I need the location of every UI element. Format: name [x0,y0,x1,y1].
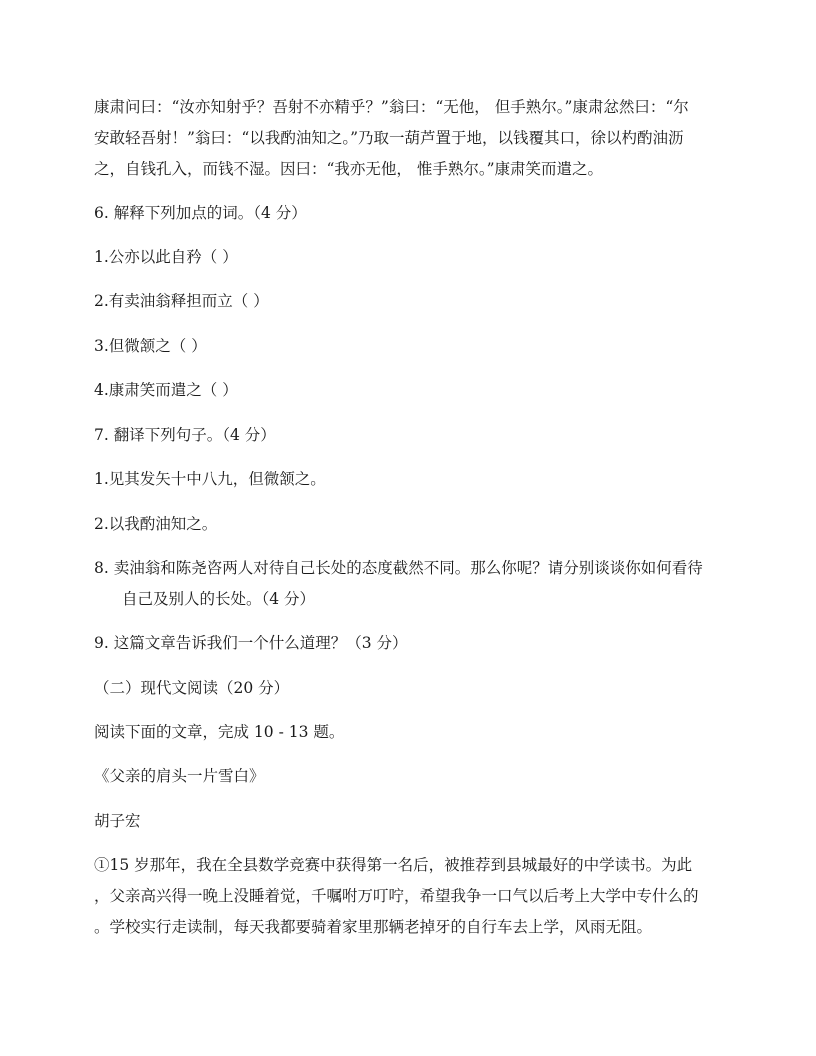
question-7-item-1: 1.见其发矢十中八九，但微颔之。 [94,470,326,488]
question-6-item-3: 3.但微颔之（ ） [94,337,207,355]
article-title: 《父亲的肩头一片雪白》 [94,767,265,785]
article-paragraph-1-line-3: 。学校实行走读制，每天我都要骑着家里那辆老掉牙的自行车去上学，风雨无阻。 [94,918,653,936]
article-paragraph-1-line-2: ，父亲高兴得一晚上没睡着觉，千嘱咐万叮咛，希望我争一口气以后考上大学中专什么的 [94,887,699,905]
question-6-item-1: 1.公亦以此自矜（ ） [94,248,238,266]
section-2-instruction: 阅读下面的文章，完成 10 - 13 题。 [94,723,345,741]
passage-line-3: 之，自钱孔入，而钱不湿。因曰：“我亦无他， 惟手熟尔。”康肃笑而遣之。 [94,160,604,178]
question-9: 9. 这篇文章告诉我们一个什么道理？（3 分） [94,634,408,652]
article-paragraph-1-line-1: ①15 岁那年，我在全县数学竞赛中获得第一名后，被推荐到县城最好的中学读书。为此 [94,856,693,874]
passage-line-1: 康肃问曰：“汝亦知射乎？吾射不亦精乎？”翁曰：“无他， 但手熟尔。”康肃忿然曰：“尔 [94,98,689,116]
question-8-line-1: 8. 卖油翁和陈尧咨两人对待自己长处的态度截然不同。那么你呢？请分别谈谈你如何看待 [94,559,703,577]
question-7-item-2: 2.以我酌油知之。 [94,515,218,533]
question-7-heading: 7. 翻译下列句子。（4 分） [94,426,276,444]
passage-line-2: 安敢轻吾射！”翁曰：“以我酌油知之。”乃取一葫芦置于地，以钱覆其口，徐以杓酌油沥 [94,129,684,147]
question-6-item-2: 2.有卖油翁释担而立（ ） [94,292,269,310]
question-6-item-4: 4.康肃笑而遣之（ ） [94,381,238,399]
question-8-line-2: 自己及别人的长处。（4 分） [122,590,316,608]
article-author: 胡子宏 [94,812,141,830]
section-2-heading: （二）现代文阅读（20 分） [94,679,290,697]
question-6-heading: 6. 解释下列加点的词。（4 分） [94,204,307,222]
